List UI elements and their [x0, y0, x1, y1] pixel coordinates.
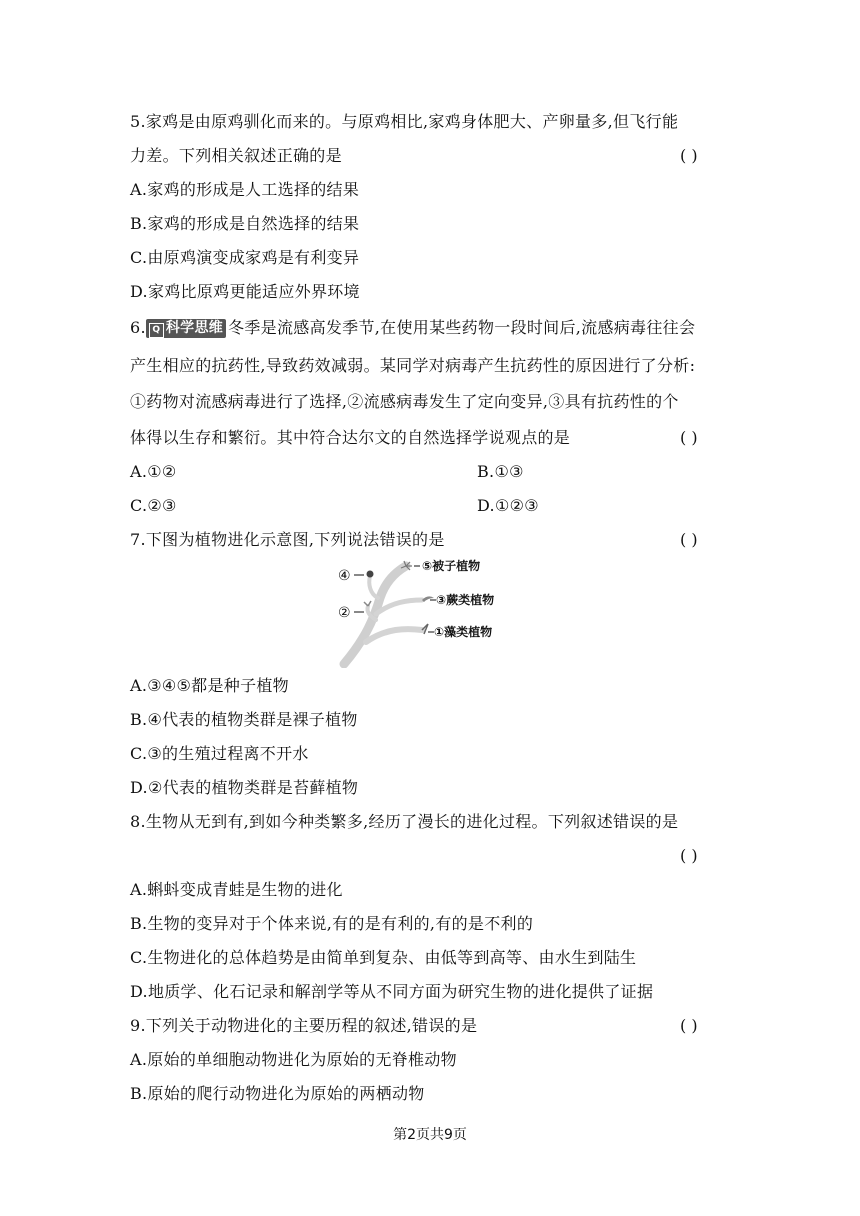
gymnosperm-icon	[367, 571, 374, 578]
plant-evolution-diagram	[336, 558, 508, 668]
q5-option-a: A.家鸡的形成是人工选择的结果	[130, 180, 360, 199]
q9-option-a: A.原始的单细胞动物进化为原始的无脊椎动物	[130, 1050, 457, 1069]
q6-option-b: B.①③	[477, 462, 524, 481]
q6-stem-line2: 产生相应的抗药性,导致药效减弱。某同学对病毒产生抗药性的原因进行了分析:	[130, 356, 696, 375]
q7-answer-paren: ( )	[680, 530, 698, 549]
label-4: ④	[338, 568, 351, 584]
q6-option-c: C.②③	[130, 496, 177, 515]
tag-label: 科学思维	[165, 320, 224, 336]
fern-icon	[422, 596, 434, 602]
q7-option-c: C.③的生殖过程离不开水	[130, 744, 309, 763]
q5-answer-paren: ( )	[680, 146, 698, 165]
q7-option-d: D.②代表的植物类群是苔藓植物	[130, 778, 359, 797]
q7-option-b: B.④代表的植物类群是裸子植物	[130, 710, 358, 729]
q6-answer-paren: ( )	[680, 428, 698, 447]
q8-option-a: A.蝌蚪变成青蛙是生物的进化	[130, 880, 343, 899]
branch-algae	[366, 629, 422, 642]
q6-stem-line4: 体得以生存和繁衍。其中符合达尔文的自然选择学说观点的是	[130, 428, 571, 447]
q6-stem-line3: ①药物对流感病毒进行了选择,②流感病毒发生了定向变异,③具有抗药性的个	[130, 392, 679, 411]
q8-answer-paren: ( )	[680, 846, 698, 865]
q5-option-c: C.由原鸡演变成家鸡是有利变异	[130, 248, 360, 267]
q6-option-d: D.①②③	[477, 496, 539, 515]
q5-option-b: B.家鸡的形成是自然选择的结果	[130, 214, 360, 233]
q5-stem-line2: 力差。下列相关叙述正确的是	[130, 146, 342, 165]
label-angiosperm: ⑤被子植物	[422, 559, 481, 573]
q7-stem-line1: 7.下图为植物进化示意图,下列说法错误的是	[130, 530, 445, 549]
label-fern: ③蕨类植物	[436, 593, 495, 607]
label-2: ②	[338, 605, 351, 621]
q6-stem-line1	[130, 318, 695, 338]
q8-option-c: C.生物进化的总体趋势是由简单到复杂、由低等到高等、由水生到陆生	[130, 948, 637, 967]
q9-option-b: B.原始的爬行动物进化为原始的两栖动物	[130, 1084, 425, 1103]
q9-answer-paren: ( )	[680, 1016, 698, 1035]
q9-stem-line1: 9.下列关于动物进化的主要历程的叙述,错误的是	[130, 1016, 478, 1035]
q8-option-d: D.地质学、化石记录和解剖学等从不同方面为研究生物的进化提供了证据	[130, 982, 654, 1001]
q6-option-a: A.①②	[130, 462, 177, 481]
q6-stem-text1: 冬季是流感高发季节,在使用某些药物一段时间后,流感病毒往往会	[228, 318, 696, 337]
q6-number: 6.	[130, 318, 146, 337]
q7-option-a: A.③④⑤都是种子植物	[130, 676, 289, 695]
moss-icon	[364, 601, 371, 606]
page-footer: 第2页共9页	[393, 1127, 467, 1143]
label-algae: ①藻类植物	[434, 625, 493, 639]
q8-stem-line1: 8.生物从无到有,到如今种类繁多,经历了漫长的进化过程。下列叙述错误的是	[130, 812, 679, 831]
q8-option-b: B.生物的变异对于个体来说,有的是有利的,有的是不利的	[130, 914, 534, 933]
q5-option-d: D.家鸡比原鸡更能适应外界环境	[130, 282, 360, 301]
science-thinking-tag	[146, 319, 226, 338]
tag-badge-icon: Q	[149, 323, 164, 338]
q5-stem-line1: 5.家鸡是由原鸡驯化而来的。与原鸡相比,家鸡身体肥大、产卵量多,但飞行能	[130, 112, 679, 131]
